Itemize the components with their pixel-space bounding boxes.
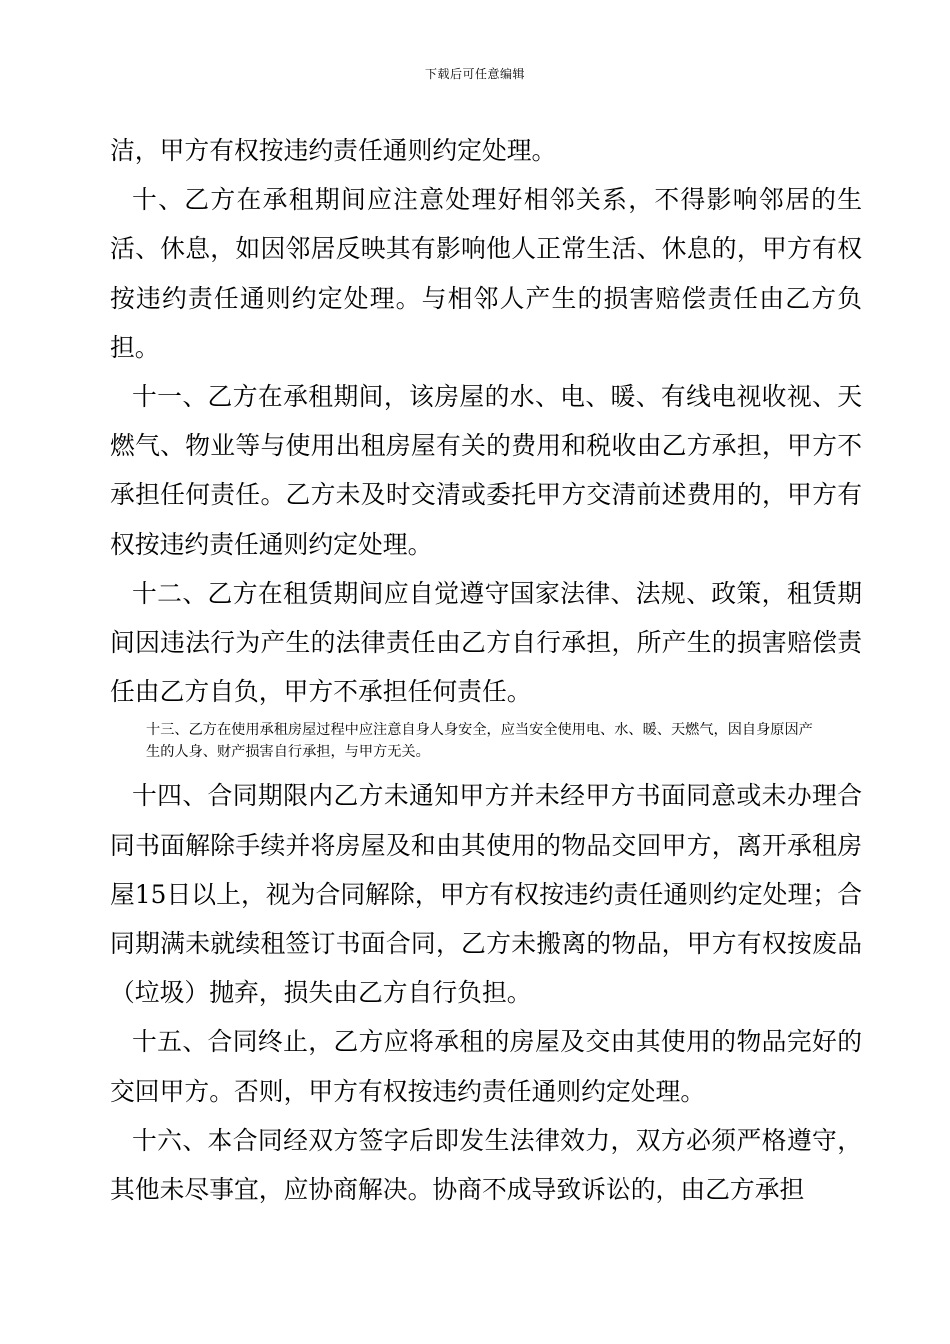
document-body (110, 126, 862, 1214)
paragraph-clause-15: 十五、合同终止，乙方应将承租的房屋及交由其使用的物品完好的交回甲方。否则，甲方有权按违约责任通则约定处理。 (110, 1027, 862, 1106)
paragraph-clause-12: 十二、乙方在租赁期间应自觉遵守国家法律、法规、政策，租赁期间因违法行为产生的法律责任由乙方自行承担，所产生的损害赔偿责任由乙方自负，甲方不承担任何责任。 (110, 578, 862, 707)
paragraph-clause-11: 十一、乙方在承租期间，该房屋的水、电、暖、有线电视收视、天燃气、物业等与使用出租房屋有关的费用和税收由乙方承担，甲方不承担任何责任。乙方未及时交清或委托甲方交清前述费用的，甲方有权按违约责任通则约定处理。 (110, 382, 862, 559)
paragraph-clause-14: 十四、合同期限内乙方未通知甲方并未经甲方书面同意或未办理合同书面解除手续并将房屋及和由其使用的物品交回甲方，离开承租房屋15日以上，视为合同解除，甲方有权按违约责任通则约定处理；合同期满未就续租签订书面合同，乙方未搬离的物品，甲方有权按废品（垃圾）抛弃，损失由乙方自行负担。 (110, 781, 862, 1008)
paragraph-clause-13: 十三、乙方在使用承租房屋过程中应注意自身人身安全，应当安全使用电、水、暖、天燃气，因自身原因产生的人身、财产损害自行承担，与甲方无关。 (146, 722, 813, 760)
header-note: 下载后可任意编辑 (424, 67, 525, 81)
paragraph-continuation: 洁，甲方有权按违约责任通则约定处理。 (110, 136, 557, 165)
paragraph-clause-16: 十六、本合同经双方签字后即发生法律效力，双方必须严格遵守，其他未尽事宜，应协商解决。协商不成导致诉讼的，由乙方承担 (110, 1125, 862, 1205)
paragraph-clause-10: 十、乙方在承租期间应注意处理好相邻关系，不得影响邻居的生活、休息，如因邻居反映其有影响他人正常生活、休息的，甲方有权按违约责任通则约定处理。与相邻人产生的损害赔偿责任由乙方负担。 (110, 185, 862, 362)
